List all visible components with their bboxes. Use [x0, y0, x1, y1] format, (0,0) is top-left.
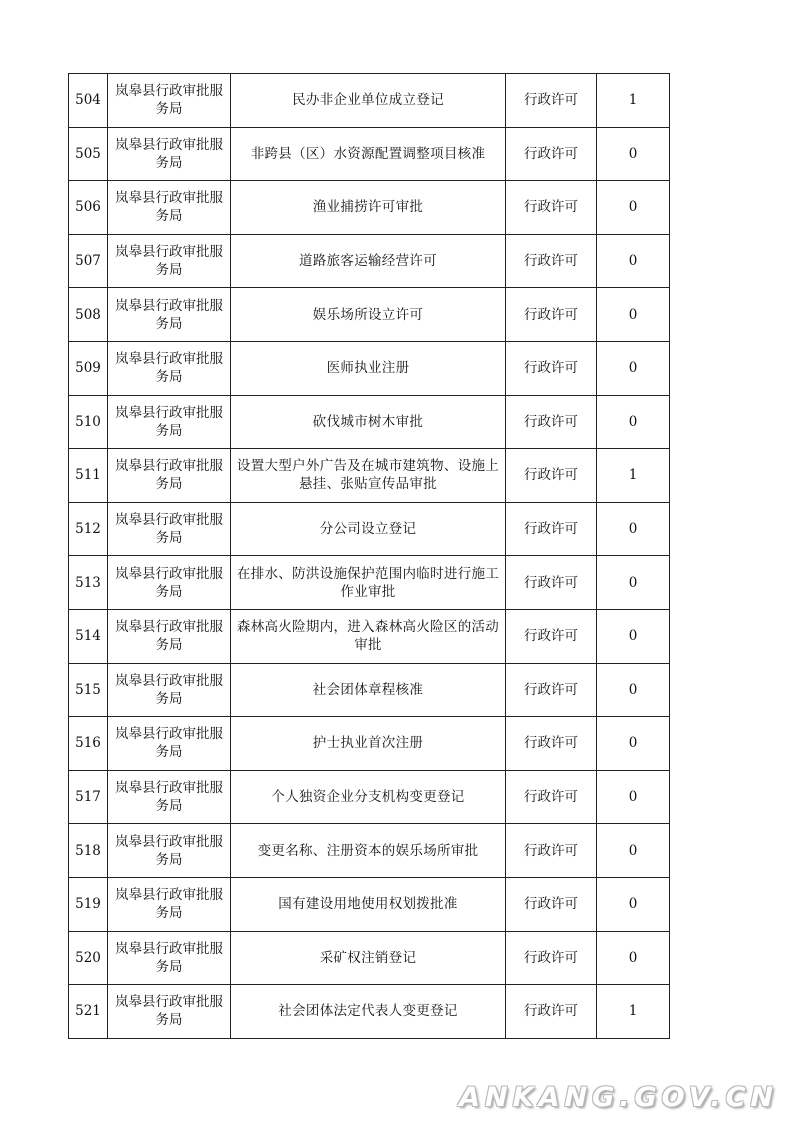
- row-number: 516: [69, 717, 108, 771]
- item-type: 行政许可: [506, 877, 597, 931]
- table-row: [69, 931, 670, 985]
- table-row: [69, 341, 670, 395]
- department-name: 岚皋县行政审批服务局: [108, 341, 231, 395]
- row-number: 520: [69, 931, 108, 985]
- department-name: 岚皋县行政审批服务局: [108, 824, 231, 878]
- row-number: 507: [69, 234, 108, 288]
- item-type: 行政许可: [506, 127, 597, 181]
- item-type: 行政许可: [506, 449, 597, 503]
- table-row: [69, 717, 670, 771]
- site-watermark: ANKANG.GOV.CN: [459, 1082, 778, 1113]
- item-name: 娱乐场所设立许可: [231, 288, 506, 342]
- item-type: 行政许可: [506, 663, 597, 717]
- item-type: 行政许可: [506, 74, 597, 128]
- table-row: [69, 288, 670, 342]
- item-name: 渔业捕捞许可审批: [231, 181, 506, 235]
- item-name: 采矿权注销登记: [231, 931, 506, 985]
- item-count: 0: [597, 663, 670, 717]
- item-count: 0: [597, 824, 670, 878]
- item-type: 行政许可: [506, 985, 597, 1039]
- department-name: 岚皋县行政审批服务局: [108, 663, 231, 717]
- item-type: 行政许可: [506, 341, 597, 395]
- item-name: 分公司设立登记: [231, 502, 506, 556]
- row-number: 521: [69, 985, 108, 1039]
- table-row: [69, 770, 670, 824]
- row-number: 515: [69, 663, 108, 717]
- table-row: [69, 395, 670, 449]
- item-count: 1: [597, 449, 670, 503]
- row-number: 512: [69, 502, 108, 556]
- department-name: 岚皋县行政审批服务局: [108, 288, 231, 342]
- department-name: 岚皋县行政审批服务局: [108, 717, 231, 771]
- department-name: 岚皋县行政审批服务局: [108, 127, 231, 181]
- item-name: 社会团体章程核准: [231, 663, 506, 717]
- department-name: 岚皋县行政审批服务局: [108, 770, 231, 824]
- row-number: 506: [69, 181, 108, 235]
- department-name: 岚皋县行政审批服务局: [108, 556, 231, 610]
- table-row: [69, 663, 670, 717]
- item-name: 医师执业注册: [231, 341, 506, 395]
- item-type: 行政许可: [506, 556, 597, 610]
- table-row: [69, 181, 670, 235]
- table-row: [69, 127, 670, 181]
- item-name: 个人独资企业分支机构变更登记: [231, 770, 506, 824]
- row-number: 510: [69, 395, 108, 449]
- item-count: 0: [597, 341, 670, 395]
- department-name: 岚皋县行政审批服务局: [108, 877, 231, 931]
- row-number: 518: [69, 824, 108, 878]
- item-type: 行政许可: [506, 502, 597, 556]
- item-count: 0: [597, 931, 670, 985]
- item-type: 行政许可: [506, 770, 597, 824]
- department-name: 岚皋县行政审批服务局: [108, 609, 231, 663]
- approval-items-table: [68, 73, 670, 1039]
- row-number: 508: [69, 288, 108, 342]
- department-name: 岚皋县行政审批服务局: [108, 234, 231, 288]
- item-name: 民办非企业单位成立登记: [231, 74, 506, 128]
- row-number: 504: [69, 74, 108, 128]
- department-name: 岚皋县行政审批服务局: [108, 395, 231, 449]
- row-number: 517: [69, 770, 108, 824]
- table-row: [69, 449, 670, 503]
- department-name: 岚皋县行政审批服务局: [108, 931, 231, 985]
- item-name: 设置大型户外广告及在城市建筑物、设施上悬挂、张贴宣传品审批: [231, 449, 506, 503]
- item-type: 行政许可: [506, 395, 597, 449]
- table-row: [69, 556, 670, 610]
- department-name: 岚皋县行政审批服务局: [108, 74, 231, 128]
- item-count: 0: [597, 234, 670, 288]
- item-type: 行政许可: [506, 931, 597, 985]
- item-type: 行政许可: [506, 609, 597, 663]
- department-name: 岚皋县行政审批服务局: [108, 502, 231, 556]
- item-name: 护士执业首次注册: [231, 717, 506, 771]
- item-type: 行政许可: [506, 181, 597, 235]
- row-number: 509: [69, 341, 108, 395]
- department-name: 岚皋县行政审批服务局: [108, 985, 231, 1039]
- item-name: 道路旅客运输经营许可: [231, 234, 506, 288]
- row-number: 511: [69, 449, 108, 503]
- table-row: [69, 502, 670, 556]
- row-number: 505: [69, 127, 108, 181]
- row-number: 514: [69, 609, 108, 663]
- item-name: 在排水、防洪设施保护范围内临时进行施工作业审批: [231, 556, 506, 610]
- table-row: [69, 234, 670, 288]
- table-body: [69, 74, 670, 1039]
- item-count: 0: [597, 609, 670, 663]
- item-count: 1: [597, 74, 670, 128]
- item-type: 行政许可: [506, 824, 597, 878]
- item-count: 0: [597, 395, 670, 449]
- item-name: 非跨县（区）水资源配置调整项目核准: [231, 127, 506, 181]
- item-count: 1: [597, 985, 670, 1039]
- row-number: 513: [69, 556, 108, 610]
- table-row: [69, 609, 670, 663]
- item-count: 0: [597, 288, 670, 342]
- item-count: 0: [597, 502, 670, 556]
- item-count: 0: [597, 877, 670, 931]
- item-name: 砍伐城市树木审批: [231, 395, 506, 449]
- department-name: 岚皋县行政审批服务局: [108, 449, 231, 503]
- item-type: 行政许可: [506, 717, 597, 771]
- item-count: 0: [597, 127, 670, 181]
- table-row: [69, 985, 670, 1039]
- table-row: [69, 824, 670, 878]
- item-count: 0: [597, 181, 670, 235]
- item-type: 行政许可: [506, 234, 597, 288]
- item-name: 森林高火险期内，进入森林高火险区的活动审批: [231, 609, 506, 663]
- table-row: [69, 877, 670, 931]
- table-row: [69, 74, 670, 128]
- item-name: 社会团体法定代表人变更登记: [231, 985, 506, 1039]
- item-type: 行政许可: [506, 288, 597, 342]
- item-name: 变更名称、注册资本的娱乐场所审批: [231, 824, 506, 878]
- item-count: 0: [597, 717, 670, 771]
- item-name: 国有建设用地使用权划拨批准: [231, 877, 506, 931]
- item-count: 0: [597, 770, 670, 824]
- item-count: 0: [597, 556, 670, 610]
- department-name: 岚皋县行政审批服务局: [108, 181, 231, 235]
- row-number: 519: [69, 877, 108, 931]
